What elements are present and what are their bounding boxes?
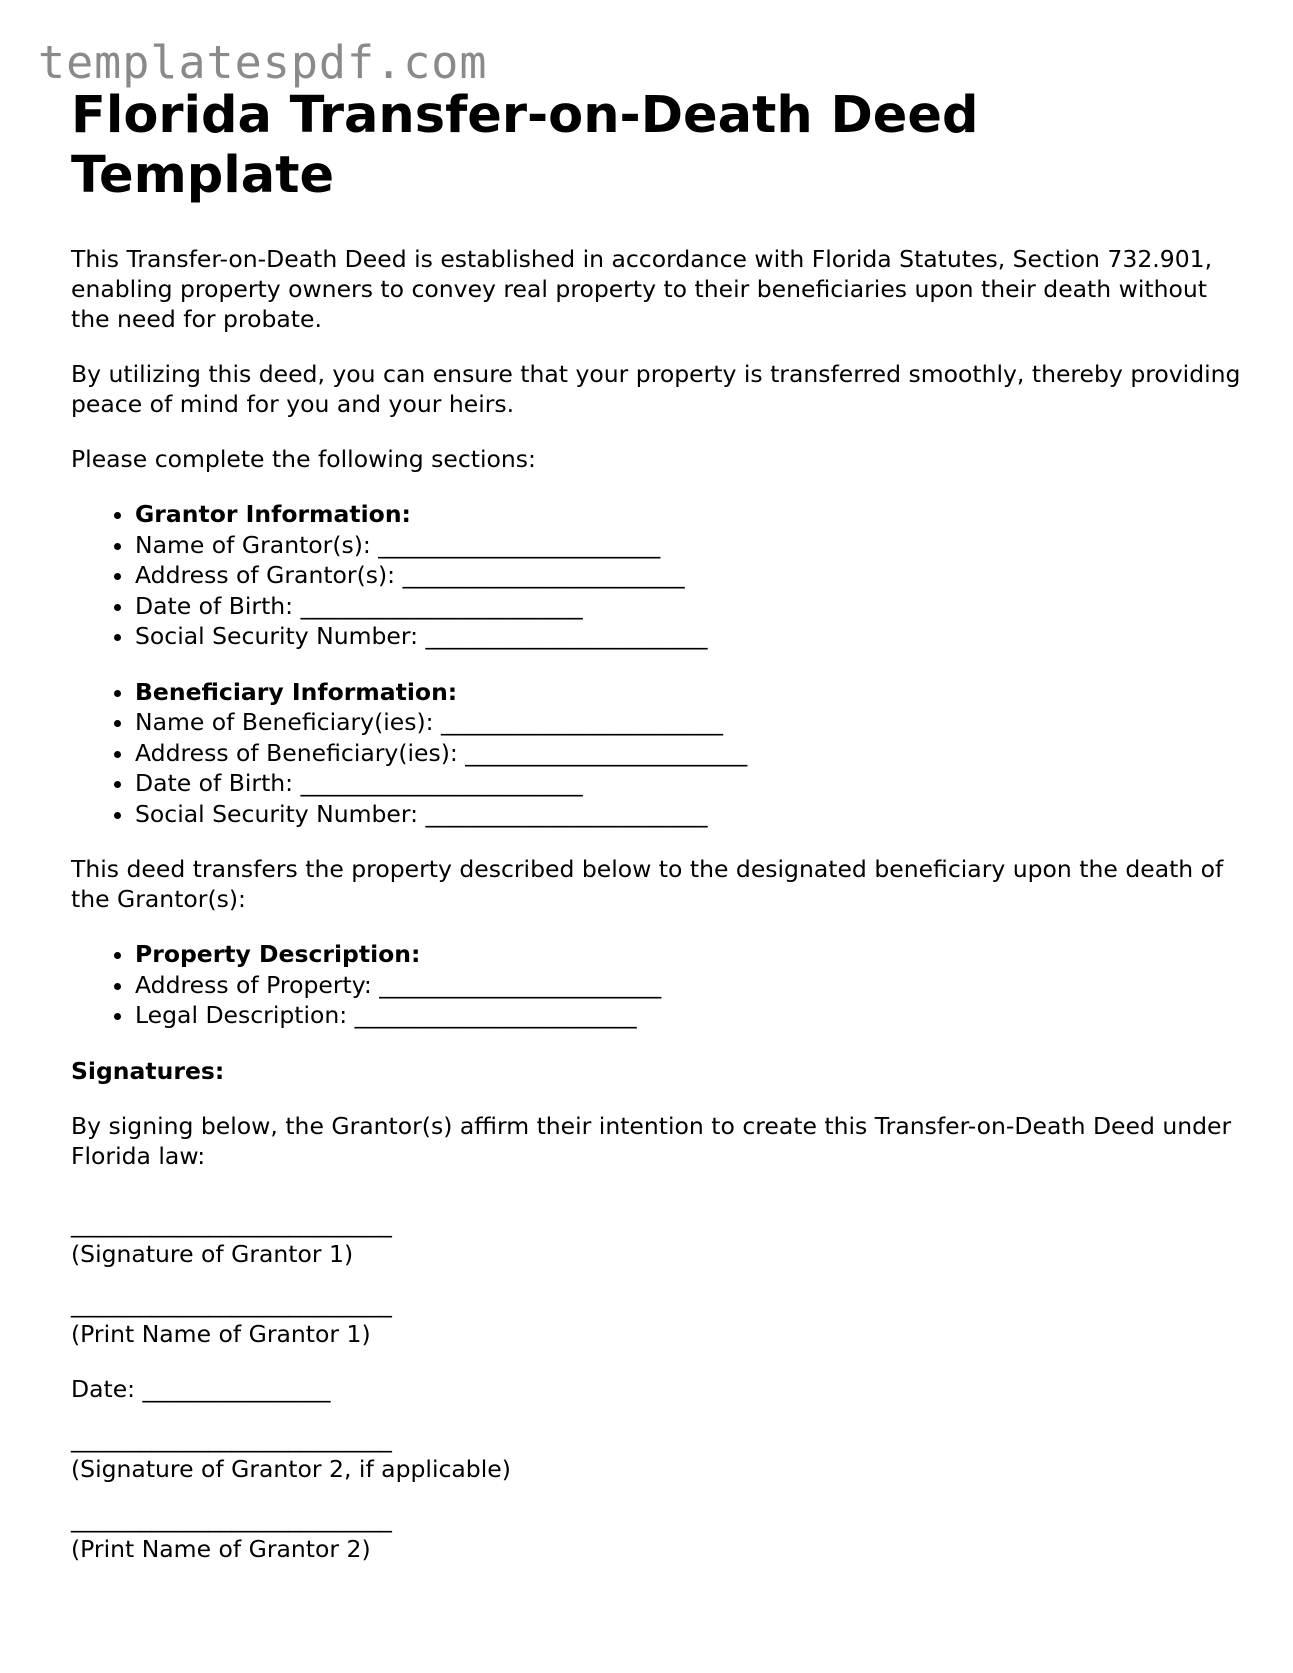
grantor-2-signature-line: ____________________________	[71, 1424, 392, 1453]
date-field: Date: ________________	[71, 1374, 331, 1403]
grantor-2-print-block	[71, 1504, 1241, 1564]
grantor-1-signature-line: ____________________________	[71, 1209, 392, 1238]
grantor-section	[71, 499, 1241, 652]
grantor-1-print-line: ____________________________	[71, 1289, 392, 1318]
signatures-heading: Signatures:	[71, 1056, 225, 1085]
beneficiary-heading: • Beneficiary Information:	[135, 677, 1241, 708]
intro-paragraph-2: By utilizing this deed, you can ensure that your property is transferred smoothly, thereby providing peace of mind for you and your heirs.	[71, 360, 1241, 418]
grantor-2-print-line: ____________________________	[71, 1504, 392, 1533]
watermark: templatespdf.com	[38, 36, 488, 89]
grantor-2-signature-label: (Signature of Grantor 2, if applicable)	[71, 1454, 511, 1483]
beneficiary-dob-field: • Date of Birth: ________________________	[135, 768, 1241, 799]
property-legal-description-field: • Legal Description: ________________________	[135, 1000, 1241, 1031]
grantor-heading: • Grantor Information:	[135, 499, 1241, 530]
grantor-1-print-block	[71, 1289, 1241, 1349]
grantor-2-signature-block	[71, 1424, 1241, 1484]
signatures-intro: By signing below, the Grantor(s) affirm their intention to create this Transfer-on-Death Deed under Florida law:	[71, 1111, 1232, 1170]
grantor-2-print-label: (Print Name of Grantor 2)	[71, 1534, 371, 1563]
property-address-field: • Address of Property: ________________________	[135, 970, 1241, 1001]
grantor-name-field: • Name of Grantor(s): ________________________	[135, 530, 1241, 561]
grantor-1-print-label: (Print Name of Grantor 1)	[71, 1319, 371, 1348]
beneficiary-address-field: • Address of Beneficiary(ies): ________________________	[135, 738, 1241, 769]
document-page	[71, 86, 1241, 1564]
property-section	[71, 939, 1241, 1031]
beneficiary-section	[71, 677, 1241, 830]
grantor-1-signature-block	[71, 1209, 1241, 1269]
grantor-1-signature-label: (Signature of Grantor 1)	[71, 1239, 354, 1268]
transfer-statement: This deed transfers the property described below to the designated beneficiary upon the death of the Grantor(s):	[71, 855, 1224, 913]
intro-paragraph-1: This Transfer-on-Death Deed is established in accordance with Florida Statutes, Section 732.901, enabling property owners to convey real property to their beneficiaries upon their death without the need for probate.	[71, 245, 1213, 333]
intro-paragraph-3: Please complete the following sections:	[71, 445, 536, 473]
property-heading: • Property Description:	[135, 939, 1241, 970]
document-title: Florida Transfer-on-Death Deed Template	[71, 86, 979, 205]
grantor-ssn-field: • Social Security Number: ________________________	[135, 621, 1241, 652]
beneficiary-ssn-field: • Social Security Number: ________________________	[135, 799, 1241, 830]
grantor-dob-field: • Date of Birth: ________________________	[135, 591, 1241, 622]
grantor-address-field: • Address of Grantor(s): ________________________	[135, 560, 1241, 591]
beneficiary-name-field: • Name of Beneficiary(ies): ________________________	[135, 707, 1241, 738]
